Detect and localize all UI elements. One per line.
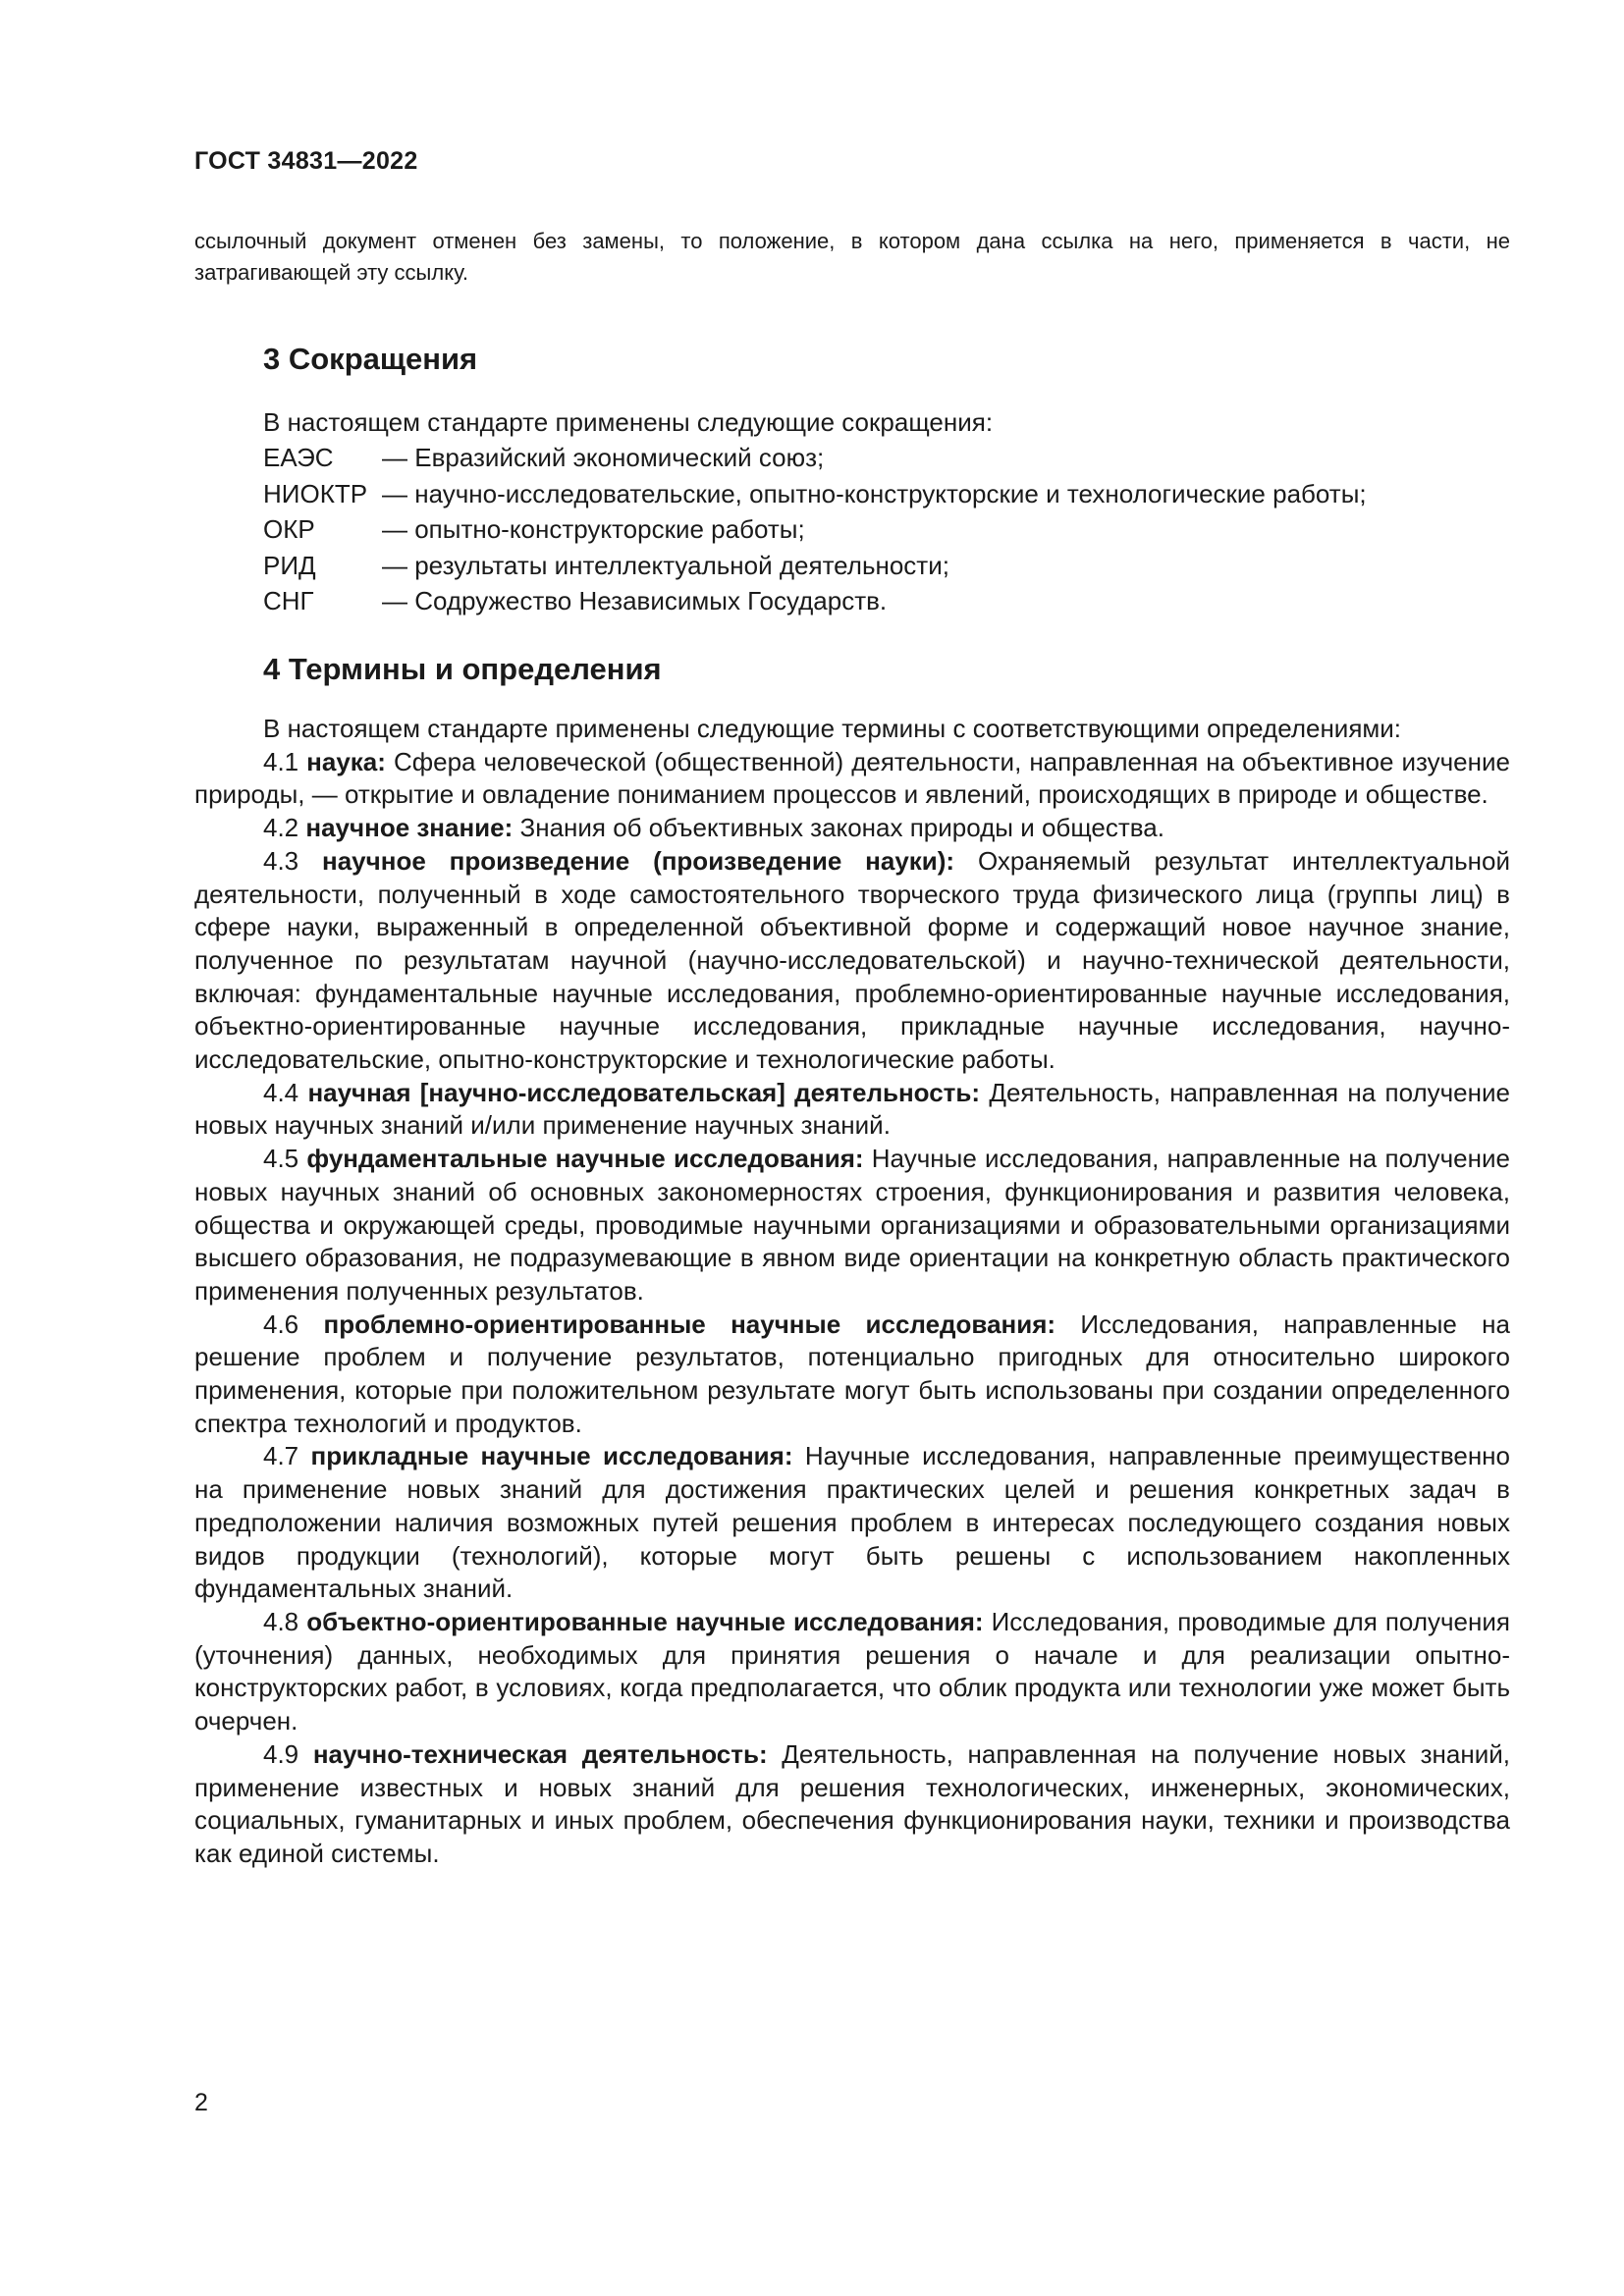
term-name: научная [научно-исследовательская] деятельность: <box>307 1077 981 1107</box>
abbreviation-code: НИОКТР <box>263 478 368 508</box>
abbreviations-list <box>263 440 1367 619</box>
term-name: научное произведение (произведение науки): <box>322 845 955 876</box>
abbreviation-code: СНГ <box>263 586 314 615</box>
terms-lead: В настоящем стандарте применены следующие термины с соответствующими определениями: <box>263 714 1402 743</box>
term-name: научно-техническая деятельность: <box>312 1738 768 1769</box>
abbreviation-definition: — Содружество Независимых Государств. <box>382 586 888 615</box>
term-definition: Деятельность, направленная на получение новых знаний, применение известных и новых знаний для решения технологических, инженерных, экономических, социальных, гуманитарных и иных проблем, обеспечения функционирования науки, техники и производства как единой системы. <box>194 1738 1510 1868</box>
term-number: 4.7 <box>263 1441 299 1471</box>
term-entry <box>194 746 1510 812</box>
terms-list <box>194 713 1510 1871</box>
page-number: 2 <box>194 2089 208 2116</box>
abbreviation-definition: — опытно-конструкторские работы; <box>382 514 805 544</box>
term-definition: Охраняемый результат интеллектуальной деятельности, полученный в ходе самостоятельного творческого труда физического лица (группы лиц) в сфере науки, выраженный в определенной объективной форме и содержащий новое научное знание, полученное по результатам научной (научно-исследовательской) и научно-технической деятельности, включая: фундаментальные научные исследования, проблемно-ориентированные научные исследования, объектно-ориентированные научные исследования, прикладные научные исследования, научно-исследовательские, опытно-конструкторские и технологические работы. <box>194 845 1510 1075</box>
abbreviation-code: ЕАЭС <box>263 443 334 472</box>
term-number: 4.4 <box>263 1077 299 1107</box>
term-number: 4.6 <box>263 1308 299 1339</box>
abbreviation-item <box>263 583 1367 619</box>
abbreviation-item <box>263 511 1367 548</box>
term-definition: Исследования, направленные на решение проблем и получение результатов, потенциально пригодных для относительно широкого применения, которые при положительном результате могут быть использованы при создании определенного спектра технологий и продуктов. <box>194 1308 1511 1438</box>
term-entry <box>194 1738 1510 1871</box>
abbreviation-definition: — результаты интеллектуальной деятельности; <box>382 550 949 580</box>
term-entry <box>194 1143 1510 1308</box>
abbreviation-item <box>263 476 1367 512</box>
term-number: 4.9 <box>263 1738 299 1769</box>
abbreviation-code: ОКР <box>263 514 315 544</box>
abbreviation-definition: — научно-исследовательские, опытно-конструкторские и технологические работы; <box>382 478 1367 508</box>
section-4-title: 4 Термины и определения <box>263 652 662 686</box>
term-name: научное знание: <box>305 813 514 843</box>
term-number: 4.1 <box>263 746 299 776</box>
abbreviation-item <box>263 440 1367 476</box>
term-name: проблемно-ориентированные научные исследования: <box>323 1308 1056 1339</box>
abbreviation-definition: — Евразийский экономический союз; <box>382 443 825 472</box>
term-definition: Научные исследования, направленные преимущественно на применение новых знаний для достижения практических целей и решения конкретных задач в предположении наличия возможных путей решения проблем в интересах последующего создания новых видов продукции (технологий), которые могут быть решены с использованием накопленных фундаментальных знаний. <box>194 1441 1510 1604</box>
intro-paragraph: ссылочный документ отменен без замены, то положение, в котором дана ссылка на него, применяется в части, не затрагивающей эту ссылку. <box>194 229 1510 285</box>
term-name: прикладные научные исследования: <box>310 1441 793 1471</box>
abbreviations-lead: В настоящем стандарте применены следующие сокращения: <box>263 407 994 437</box>
term-entry <box>194 1308 1510 1441</box>
term-definition: Исследования, проводимые для получения (уточнения) данных, необходимых для принятия решения о начале и для реализации опытно-конструкторских работ, в условиях, когда предполагается, что облик продукта или технологии уже может быть очерчен. <box>194 1606 1510 1736</box>
term-number: 4.5 <box>263 1144 299 1174</box>
section-3-title: 3 Сокращения <box>263 342 478 376</box>
term-entry <box>194 1440 1510 1606</box>
term-number: 4.8 <box>263 1606 299 1636</box>
term-entry <box>194 812 1510 845</box>
term-number: 4.2 <box>263 813 299 843</box>
term-name: объектно-ориентированные научные исследования: <box>306 1606 984 1636</box>
term-definition: Научные исследования, направленные на получение новых научных знаний об основных закономерностях строения, функционирования и развития человека, общества и окружающей среды, проводимые научными организациями и образовательными организациями высшего образования, не подразумевающие в явном виде ориентации на конкретную область практического применения полученных результатов. <box>194 1144 1510 1306</box>
term-definition: Деятельность, направленная на получение новых научных знаний и/или применение научных знаний. <box>194 1077 1510 1141</box>
term-definition: Сфера человеческой (общественной) деятельности, направленная на объективное изучение природы, — открытие и овладение пониманием процессов и явлений, происходящих в природе и обществе. <box>194 746 1510 810</box>
term-name: наука: <box>306 746 386 776</box>
term-entry <box>194 845 1510 1077</box>
term-entry <box>194 1606 1510 1738</box>
term-number: 4.3 <box>263 845 299 876</box>
term-definition: Знания об объективных законах природы и общества. <box>519 813 1164 843</box>
abbreviation-item <box>263 548 1367 584</box>
term-entry <box>194 1077 1510 1143</box>
abbreviation-code: РИД <box>263 550 316 580</box>
term-name: фундаментальные научные исследования: <box>306 1144 864 1174</box>
document-header-id: ГОСТ 34831—2022 <box>194 147 418 175</box>
